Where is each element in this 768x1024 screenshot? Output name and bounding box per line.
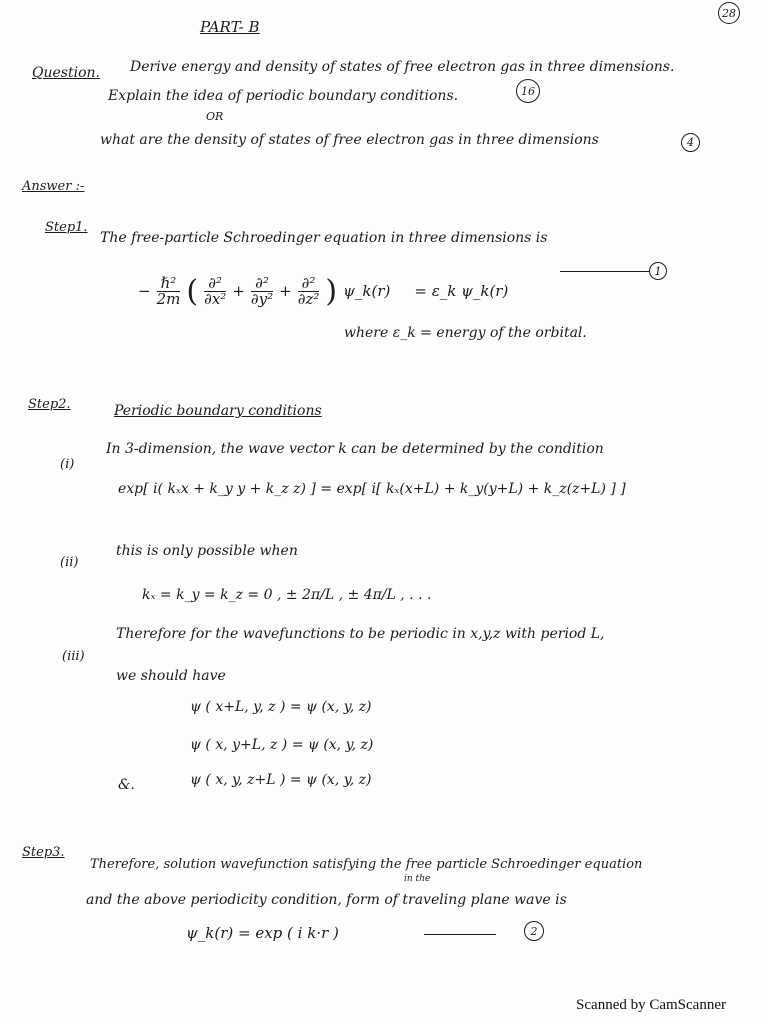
item-i-equation: exp[ i( kₓx + k_y y + k_z z) ] = exp[ i[ kₓ(x+L) + k_y(y+L) + k_z(z+L) ] ] [118, 481, 626, 497]
periodic-eq-x: ψ ( x+L, y, z ) = ψ (x, y, z) [190, 699, 372, 715]
item-i-label: (i) [60, 457, 75, 472]
periodic-eq-z: ψ ( x, y, z+L ) = ψ (x, y, z) [190, 772, 372, 788]
psi-k: ψ_k(r) [343, 282, 391, 300]
eq1-rhs: = ε_k ψ_k(r) [414, 282, 509, 300]
or-label: OR [206, 110, 224, 123]
periodic-eq-y: ψ ( x, y+L, z ) = ψ (x, y, z) [190, 737, 374, 753]
eq2-leader-line [424, 934, 496, 935]
step1-label: Step1. [45, 220, 88, 235]
question-label: Question. [32, 65, 100, 81]
step2-label: Step2. [28, 397, 71, 412]
schrodinger-equation: − $\frac{\text{ℏ²}}{2m}$ ( $\frac{\text{∂²}}{\text{∂x²}}$ + $\frac{\text{∂²}}{\text{∂y²}}$ + $\frac{\text{∂²}}{\text{∂z²}}$ ) ψ_k(r) = ε_k ψ_k(r) [138, 273, 509, 309]
eq1-leader-line [560, 271, 650, 272]
step1-text: The free-particle Schroedinger equation in three dimensions is [100, 230, 548, 246]
step3-text-1: Therefore, solution wavefunction satisfying the free particle Schroedinger equation [90, 857, 643, 872]
question-line-1: Derive energy and density of states of free electron gas in three dimensions. [130, 59, 675, 75]
scanner-watermark: Scanned by CamScanner [576, 997, 726, 1013]
marks-4: 4 [687, 136, 694, 149]
page-number-badge [718, 2, 740, 24]
and-label: &. [118, 777, 135, 793]
hbar-fraction: $\frac{\text{ℏ²}}{2m}$ [156, 274, 181, 308]
item-ii-equation: kₓ = k_y = k_z = 0 , ± 2π/L , ± 4π/L , . . . [142, 587, 432, 603]
marks-16: 16 [521, 84, 535, 98]
eq2-marker: 2 [524, 921, 544, 941]
eq1-marker: 1 [649, 262, 667, 280]
item-ii-text: this is only possible when [116, 543, 298, 559]
step2-heading: Periodic boundary conditions [114, 403, 322, 419]
question-line-2: Explain the idea of periodic boundary conditions. [108, 88, 459, 104]
item-iii-text-1: Therefore for the wavefunctions to be periodic in x,y,z with period L, [116, 626, 605, 642]
question-alternative: what are the density of states of free electron gas in three dimensions [100, 132, 599, 148]
item-ii-label: (ii) [60, 555, 79, 570]
answer-label: Answer :- [22, 179, 85, 194]
marks-4-badge [681, 133, 700, 152]
page-number: 28 [722, 6, 736, 20]
item-iii-label: (iii) [62, 649, 85, 664]
plane-wave-equation: ψ_k(r) = exp ( i k·r ) [186, 924, 339, 942]
item-i-text: In 3-dimension, the wave vector k can be determined by the condition [106, 441, 604, 457]
step3-text-2: and the above periodicity condition, form of traveling plane wave is [86, 892, 567, 908]
step3-label: Step3. [22, 845, 65, 860]
eq1-where: where ε_k = energy of the orbital. [344, 325, 587, 341]
page-title: PART- B [200, 18, 260, 36]
step3-insert: in the [404, 874, 431, 884]
marks-16-badge [516, 79, 540, 103]
item-iii-text-2: we should have [116, 668, 226, 684]
